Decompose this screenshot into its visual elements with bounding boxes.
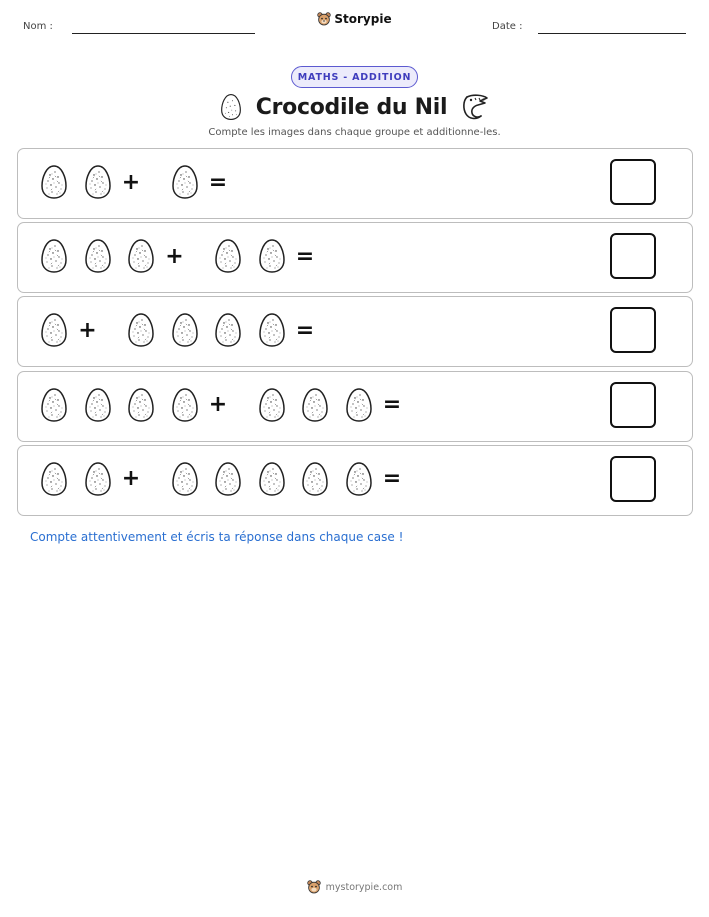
egg-icon bbox=[84, 238, 112, 274]
answer-box[interactable] bbox=[610, 233, 656, 279]
problem-row bbox=[17, 222, 693, 293]
egg-icon bbox=[171, 164, 199, 200]
footer bbox=[0, 880, 709, 894]
final-instruction: Compte attentivement et écris ta réponse dans chaque case ! bbox=[30, 530, 404, 544]
egg-icon bbox=[258, 461, 286, 497]
date-label: Date : bbox=[492, 21, 523, 32]
egg-icon bbox=[220, 93, 242, 121]
egg-icon bbox=[171, 312, 199, 348]
egg-icon bbox=[84, 164, 112, 200]
brand-logo bbox=[0, 12, 709, 26]
egg-icon bbox=[171, 387, 199, 423]
instructions-subtitle: Compte les images dans chaque groupe et additionne-les. bbox=[208, 127, 501, 138]
egg-icon bbox=[40, 312, 68, 348]
problem-row bbox=[17, 445, 693, 516]
egg-icon bbox=[40, 461, 68, 497]
brand-name: Storypie bbox=[334, 12, 392, 26]
plus-sign: + bbox=[165, 243, 184, 269]
problem-row bbox=[17, 148, 693, 219]
answer-box[interactable] bbox=[610, 307, 656, 353]
egg-icon bbox=[258, 238, 286, 274]
egg-icon bbox=[40, 387, 68, 423]
egg-icon bbox=[258, 312, 286, 348]
answer-box[interactable] bbox=[610, 456, 656, 502]
egg-icon bbox=[214, 238, 242, 274]
egg-icon bbox=[84, 387, 112, 423]
date-line[interactable] bbox=[538, 33, 686, 34]
plus-sign: + bbox=[78, 317, 97, 343]
plus-sign: + bbox=[121, 466, 141, 492]
problem-row bbox=[17, 371, 693, 442]
page-title: Crocodile du Nil bbox=[255, 94, 448, 120]
answer-box[interactable] bbox=[610, 159, 656, 205]
egg-icon bbox=[171, 461, 199, 497]
name-label: Nom : bbox=[23, 21, 53, 32]
egg-icon bbox=[127, 238, 155, 274]
egg-icon bbox=[127, 312, 155, 348]
egg-icon bbox=[258, 387, 286, 423]
title-row bbox=[0, 90, 709, 124]
plus-sign: + bbox=[121, 169, 141, 195]
equals-sign: = bbox=[208, 169, 228, 195]
egg-icon bbox=[40, 238, 68, 274]
egg-icon bbox=[40, 164, 68, 200]
plus-sign: + bbox=[208, 392, 228, 418]
footer-url: mystorypie.com bbox=[325, 881, 403, 893]
name-line[interactable] bbox=[72, 33, 255, 34]
egg-icon bbox=[345, 461, 373, 497]
egg-icon bbox=[345, 387, 373, 423]
equals-sign: = bbox=[382, 392, 402, 418]
egg-icon bbox=[301, 387, 329, 423]
equals-sign: = bbox=[382, 466, 402, 492]
crocodile-icon bbox=[461, 93, 489, 121]
equals-sign: = bbox=[295, 317, 315, 343]
egg-icon bbox=[127, 387, 155, 423]
bear-head-icon bbox=[307, 880, 321, 894]
bear-head-icon bbox=[317, 12, 331, 26]
subject-badge: MATHS - ADDITION bbox=[291, 66, 418, 88]
egg-icon bbox=[84, 461, 112, 497]
egg-icon bbox=[214, 312, 242, 348]
equals-sign: = bbox=[295, 243, 315, 269]
egg-icon bbox=[214, 461, 242, 497]
egg-icon bbox=[301, 461, 329, 497]
problem-row bbox=[17, 296, 693, 367]
answer-box[interactable] bbox=[610, 382, 656, 428]
